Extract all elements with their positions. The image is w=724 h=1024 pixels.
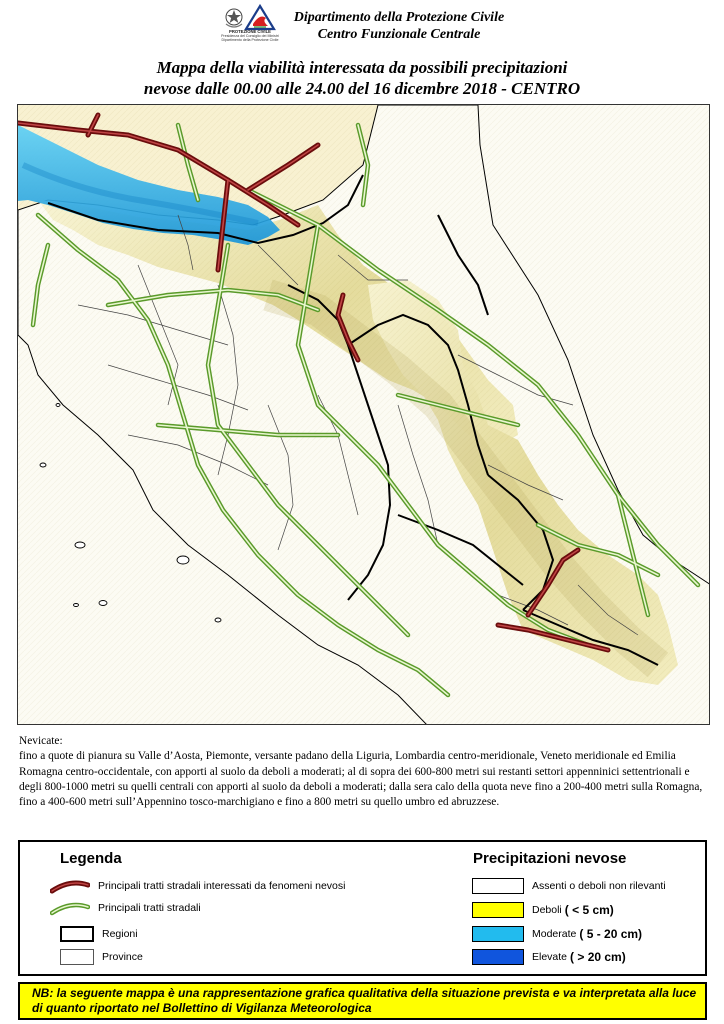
- precip-item-high: [472, 948, 626, 966]
- precip-item-weak: [472, 901, 614, 919]
- snow-map: [17, 104, 710, 725]
- legend-title: Legenda: [60, 850, 122, 867]
- legend-label-affected-road: Principali tratti stradali interessati da fenomeni nevosi: [98, 880, 346, 892]
- header: [0, 0, 724, 48]
- legend-label-province: Province: [102, 951, 143, 963]
- precipitation-title: Precipitazioni nevose: [473, 850, 627, 867]
- region-border-symbol-icon: [60, 926, 94, 942]
- precip-swatch-none: [472, 878, 524, 894]
- logo-caption: [205, 30, 295, 43]
- logo-name: PROTEZIONE CIVILE: [229, 29, 271, 34]
- precip-range-high: ( > 20 cm): [570, 950, 626, 964]
- precip-item-moderate: [472, 925, 642, 943]
- description-text: fino a quote di pianura su Valle d’Aosta, Piemonte, versante padano della Liguria, Lombardia centro-meridionale, Veneto meridionale ed Emilia Romagna centro-occidentale, con apporti al suolo da deboli a moderati; al di sopra dei 600-800 metri sui restanti settori appenninici settentrionali e degli 800-1000 metri su quelli centrali con apporti al suolo da deboli a moderati; dalla sera calo della quota neve fino a 200-400 metri sulla Romagna, fino a 400-600 metri sull’Appennino tosco-marchigiano e fino a 800 metri su quello umbro ed abruzzese.: [19, 750, 703, 809]
- department-line1: Dipartimento della Protezione Civile: [293, 10, 505, 25]
- department-line2: Centro Funzionale Centrale: [317, 27, 481, 42]
- logo-sub1: Presidenza del Consiglio dei Ministri: [221, 34, 279, 39]
- description-heading: Nevicate:: [19, 735, 63, 747]
- province-border-symbol-icon: [60, 949, 94, 965]
- snowfall-description: [19, 734, 709, 810]
- precip-swatch-moderate: [472, 926, 524, 942]
- legend-label-road: Principali tratti stradali: [98, 902, 201, 914]
- title-line2: nevose dalle 00.00 alle 24.00 del 16 dicembre 2018 - CENTRO: [143, 79, 581, 98]
- legend-item-road: [50, 899, 201, 917]
- legend-item-province: [60, 948, 143, 966]
- logo-sub2: Dipartimento della Protezione Civile: [221, 38, 279, 43]
- disclaimer-note: NB: la seguente mappa è una rappresentazione grafica qualitativa della situazione prevista e va interpretata alla luce di quanto riportato nel Bollettino di Vigilanza Meteorologica: [18, 982, 707, 1020]
- legend-item-region: [60, 925, 138, 943]
- precip-swatch-high: [472, 949, 524, 965]
- precip-label-weak: Deboli: [532, 904, 562, 916]
- italian-emblem-icon: [226, 9, 242, 27]
- legend-box: [18, 840, 707, 976]
- legend-label-region: Regioni: [102, 928, 138, 940]
- precip-label-moderate: Moderate: [532, 928, 577, 940]
- precip-label-high: Elevate: [532, 951, 568, 963]
- affected-road-symbol-icon: [50, 877, 90, 895]
- precip-label-none: Assenti o deboli non rilevanti: [532, 880, 666, 892]
- precip-range-moderate: ( 5 - 20 cm): [579, 927, 643, 941]
- precip-swatch-weak: [472, 902, 524, 918]
- civil-protection-triangle-icon: [246, 6, 274, 29]
- road-symbol-icon: [50, 899, 90, 917]
- department-name: [284, 9, 514, 43]
- title-line1: Mappa della viabilità interessata da possibili precipitazioni: [156, 58, 568, 77]
- italy-centre-relief-map-icon: [18, 105, 710, 725]
- page-title: [0, 57, 724, 99]
- legend-item-affected-road: [50, 877, 345, 895]
- precip-item-none: [472, 877, 666, 895]
- precip-range-weak: ( < 5 cm): [564, 903, 614, 917]
